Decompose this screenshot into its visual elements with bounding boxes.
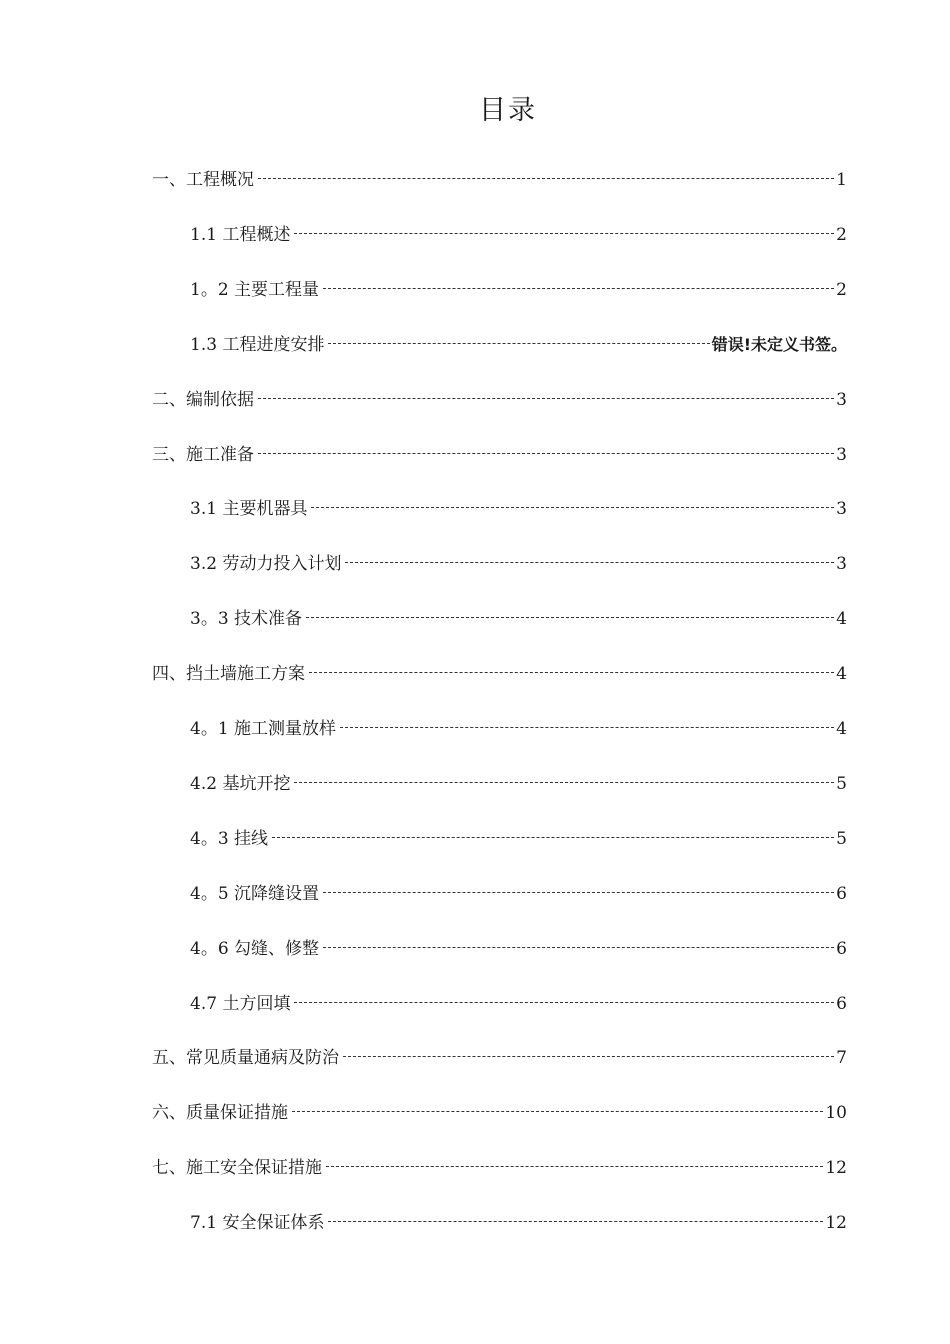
toc-dotted-leader xyxy=(328,1206,823,1222)
toc-entry[interactable] xyxy=(190,494,847,524)
toc-entry[interactable] xyxy=(152,440,847,470)
toc-entry-page-number: 3 xyxy=(836,389,847,410)
toc-dotted-leader xyxy=(343,1041,834,1057)
toc-dotted-leader xyxy=(311,492,834,508)
toc-dotted-leader xyxy=(323,876,834,892)
toc-dotted-leader xyxy=(272,822,834,838)
toc-entry[interactable] xyxy=(152,165,847,195)
toc-entry-label: 3。3 技术准备 xyxy=(190,609,303,630)
toc-entry-label: 一、工程概况 xyxy=(152,170,254,190)
toc-entry-label: 4。1 施工测量放样 xyxy=(190,719,337,739)
toc-entry-page-number: 3 xyxy=(836,499,847,520)
toc-entry[interactable] xyxy=(190,769,847,799)
toc-entry-label: 四、挡土墙施工方案 xyxy=(152,664,305,685)
toc-entry-label: 六、质量保证措施 xyxy=(152,1103,288,1124)
page-title: 目录 xyxy=(479,95,537,126)
toc-entry-page-number: 6 xyxy=(836,993,847,1014)
toc-entry[interactable] xyxy=(190,1208,847,1238)
toc-entry-page-number: 3 xyxy=(836,444,847,465)
toc-entry-page-number: 2 xyxy=(836,224,847,245)
toc-entry-page-number: 3 xyxy=(836,554,847,575)
toc-entry[interactable] xyxy=(190,549,847,579)
toc-entry[interactable] xyxy=(190,275,847,305)
toc-entry-page-number: 4 xyxy=(836,664,847,685)
toc-entry[interactable] xyxy=(152,1153,847,1183)
toc-entry[interactable] xyxy=(190,879,847,909)
toc-dotted-leader xyxy=(258,437,834,453)
toc-entry-label: 4。3 挂线 xyxy=(190,828,269,849)
toc-entry[interactable] xyxy=(152,1043,847,1073)
toc-entry[interactable] xyxy=(190,220,847,250)
toc-entry-page-number: 12 xyxy=(825,1213,847,1234)
toc-dotted-leader xyxy=(323,273,834,289)
toc-dotted-leader xyxy=(306,602,834,618)
toc-entry-page-number: 10 xyxy=(825,1103,847,1124)
toc-dotted-leader xyxy=(258,382,834,398)
toc-dotted-leader xyxy=(323,931,834,947)
toc-entry-label: 3.2 劳动力投入计划 xyxy=(190,554,342,575)
toc-entry-label: 三、施工准备 xyxy=(152,444,254,465)
toc-dotted-leader xyxy=(294,218,834,234)
toc-entry-page-number: 5 xyxy=(836,773,847,794)
toc-dotted-leader xyxy=(345,547,834,563)
toc-entry-label: 7.1 安全保证体系 xyxy=(190,1213,325,1234)
toc-entry[interactable] xyxy=(190,934,847,964)
toc-entry-error-text: 错误!未定义书签。 xyxy=(711,334,847,354)
toc-entry-page-number: 2 xyxy=(836,279,847,300)
toc-entry[interactable] xyxy=(190,714,847,744)
toc-entry-label: 4.7 土方回填 xyxy=(190,993,291,1014)
toc-entry-page-number: 1 xyxy=(836,170,847,190)
toc-entry[interactable] xyxy=(152,1098,847,1128)
toc-entry-page-number: 6 xyxy=(836,938,847,959)
toc-entry-label: 3.1 主要机器具 xyxy=(190,499,308,520)
toc-entry-page-number: 12 xyxy=(825,1158,847,1179)
toc-entry-page-number: 6 xyxy=(836,883,847,904)
toc-entry-label: 4。5 沉降缝设置 xyxy=(190,883,320,904)
toc-dotted-leader xyxy=(340,712,834,728)
toc-entry[interactable] xyxy=(190,330,847,360)
toc-entry-label: 4。6 勾缝、修整 xyxy=(190,938,320,959)
toc-dotted-leader xyxy=(326,1151,823,1167)
toc-dotted-leader xyxy=(258,163,834,179)
toc-entry[interactable] xyxy=(190,824,847,854)
toc-entry-label: 1.1 工程概述 xyxy=(190,224,291,245)
toc-entry-label: 五、常见质量通病及防治 xyxy=(152,1048,339,1069)
toc-dotted-leader xyxy=(309,657,834,673)
toc-dotted-leader xyxy=(328,327,709,343)
toc-dotted-leader xyxy=(294,986,834,1002)
toc-entry[interactable] xyxy=(190,604,847,634)
toc-entry[interactable] xyxy=(152,659,847,689)
toc-entry[interactable] xyxy=(190,989,847,1019)
toc-entry-page-number: 4 xyxy=(836,609,847,630)
toc-entry-page-number: 7 xyxy=(836,1048,847,1069)
toc-entry[interactable] xyxy=(152,385,847,415)
toc-dotted-leader xyxy=(294,767,834,783)
toc-entry-label: 二、编制依据 xyxy=(152,389,254,410)
toc-dotted-leader xyxy=(292,1096,823,1112)
toc-entry-page-number: 5 xyxy=(836,828,847,849)
toc-entry-label: 七、施工安全保证措施 xyxy=(152,1158,322,1179)
toc-entry-label: 1.3 工程进度安排 xyxy=(190,334,325,355)
toc-entry-page-number: 4 xyxy=(836,719,847,739)
toc-entry-label: 4.2 基坑开挖 xyxy=(190,773,291,794)
toc-entry-label: 1。2 主要工程量 xyxy=(190,279,320,300)
